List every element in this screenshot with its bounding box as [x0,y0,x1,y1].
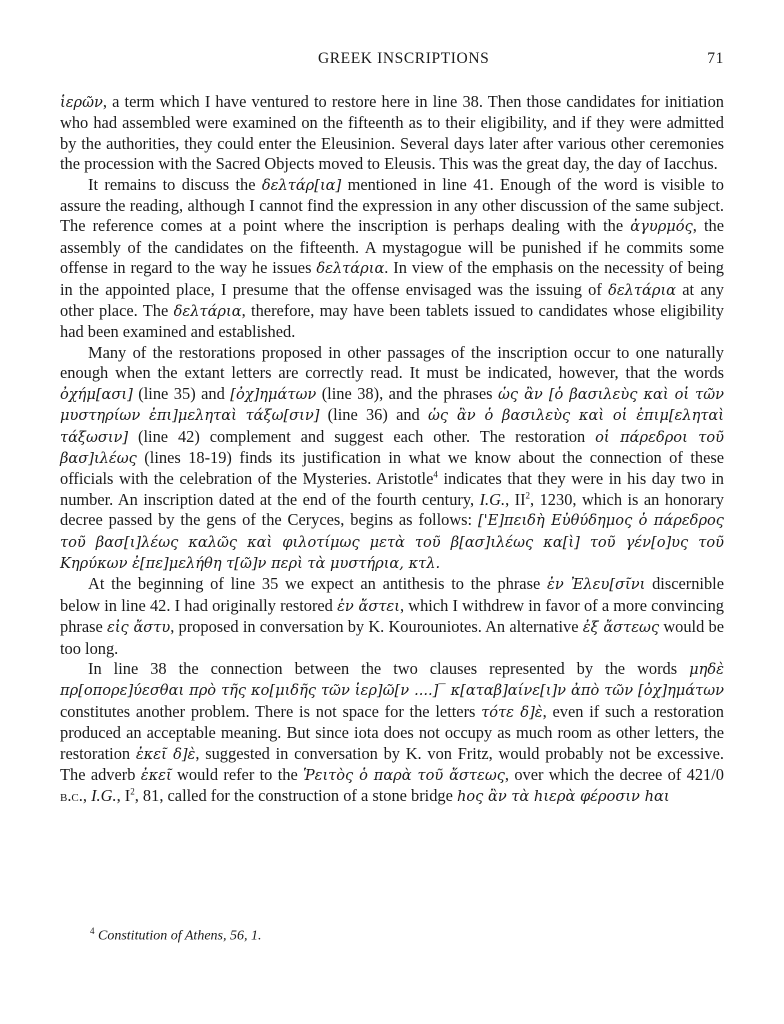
greek-text: ['Ε]πειδὴ Εὐθύδημος ὁ πάρεδρος τοῦ βασ[ι]λέως καλῶς καὶ φιλοτίμως μετὰ τοῦ β[ασ]ιλέως κα[ὶ] τοῦ γέν[ο]υς τοῦ Κηρύκων ἐ[πε]μελήθη τ[ῶ]ν περὶ τὰ μυστήρια, κτλ. [60,512,724,572]
greek-text: ἐκεῖ [140,767,172,784]
text-run: (line 42) complement and suggest each other. The restoration [128,426,596,446]
italic-text: I.G. [479,489,506,509]
text-run: , suggested in conversation by K. von Fritz, would probably not be excessive. The adverb [60,743,724,784]
text-run: , which I withdrew in favor of a more convincing phrase [60,595,724,637]
greek-text: Ῥειτὸς ὁ παρὰ τοῦ ἄστεως [303,767,505,784]
paragraph [60,175,724,343]
paragraph [60,574,724,659]
greek-text: οἱ πάρεδροι τοῦ βασ]ιλέως [60,428,724,467]
text-run: mentioned in line 41. Enough of the word is visible to assure the reading, although I cannot find the expression in any other discussion of the same subject. The reference comes at a point where the inscription is perhaps dealing with the [60,174,725,236]
greek-text: δελτάρια [608,281,677,299]
greek-text: ὡς ἂν ὁ βασιλεὺς καὶ οἱ ἐπιμ[εληταὶ τάξωσιν] [60,407,724,446]
text-run: , over which the decree of 421/0 [504,765,724,784]
footnote [90,926,261,945]
page-number: 71 [707,50,724,67]
text-run: . In view of the emphasis on the necessity of being in the appointed place, I presume that the offense envisaged was the issuing of [60,258,724,299]
greek-text: δελτάρια [316,260,385,278]
running-header [60,50,724,82]
greek-text: εἰς ἄστυ [106,619,171,637]
superscript: 4 [433,469,438,480]
text-run: At the beginning of line 35 we expect an antithesis to the phrase [88,574,547,594]
text-run: constitutes another problem. There is not space for the letters [60,701,482,721]
page [60,50,724,808]
superscript: 2 [130,786,135,797]
body-text [60,92,724,808]
greek-text: ἐν Ἐλευ[σῖνι [546,576,646,594]
greek-text: ἐν ἄστει [337,597,400,615]
superscript: 2 [525,490,531,501]
footnote-text: Constitution of Athens, 56, 1. [98,928,262,944]
text-run: would refer to the [171,765,304,784]
text-run: , I [116,786,131,806]
text-run: (line 35) and [132,383,231,403]
text-run: , 81, called for the construction of a stone bridge [134,786,457,806]
greek-text: hος ἂν τὰ hιερὰ φέροσιν hαι [457,788,670,806]
text-run: (lines 18-19) finds its justification in what we know about the connection of these officials with the celebration of the Mysteries. Aristotle [60,447,724,489]
greek-text: τότε δ]ὲ [481,703,543,721]
italic-text: I.G. [91,786,117,806]
text-run: , even if such a restoration produced an acceptable meaning. But since iota does not occupy as much room as other letters, the restoration [60,701,724,763]
paragraph [60,92,724,175]
text-run: , proposed in conversation by K. Kourouniotes. An alternative [170,617,583,637]
greek-text: ἐκεῖ δ]ὲ [135,745,196,763]
text-run: , II [505,489,526,509]
greek-text: ὡς ἂν [ὁ βασιλεὺς καὶ οἱ τῶν μυστηρίων ἐπι]μεληταὶ τάξω[σιν] [60,385,724,425]
text-run: indicates that they were in his day two in number. An inscription dated at the end of the fourth century, [60,469,724,509]
text-run: , 1230, which is an honorary decree passed by the gens of the Ceryces, begins as follows: [60,489,724,530]
text-run: In line 38 the connection between the two clauses represented by the words [88,658,690,678]
greek-text: δελτάρια [173,303,242,321]
text-run: , therefore, may have been tablets issued to candidates whose eligibility had been examined and established. [60,301,724,342]
greek-text: ὀχήμ[ασι] [60,385,133,403]
greek-text: δελτάρ[ια] [261,176,342,194]
greek-text: ἀγυρμός [630,218,693,236]
footnote-number: 4 [90,926,95,936]
text-run: (line 38), and the phrases [316,383,498,403]
text-run: discernible below in line 42. I had originally restored [60,574,724,615]
paragraph [60,659,724,808]
paragraph [60,343,724,574]
running-title: GREEK INSCRIPTIONS [317,50,490,67]
greek-text: [ὀχ]ημάτων [230,385,317,403]
text-run: (line 36) and [319,405,429,425]
text-run: It remains to discuss the [88,174,262,194]
text-run: , [82,786,92,806]
text-run: , the assembly of the candidates on the fifteenth. A mystagogue will be punished if he commits some offense in regard to the way he issues [60,216,724,278]
text-run: , a term which I have ventured to restore here in line 38. Then those candidates for initiation who had assembled were examined on the fifteenth as to their eligibility, and if they were admitted by the authorities, they could enter the Eleusinion. Several days later after various other ceremonies the procession with the Sacred Objects moved to Eleusis. This was the great day, the day of Iacchus. [60,92,724,174]
text-run: would be too long. [60,617,724,658]
text-run: at any other place. The [60,279,724,321]
small-caps-text: b.c. [60,786,83,806]
greek-text: μηδὲ πρ[οπορε]ύεσθαι πρὸ τῆς κο[μιδῆς τῶν ἱερ]ῶ[ν ....]‾ κ[αταβ]αίνε[ι]ν ἀπὸ τῶν [ὀχ]ημάτων [60,660,724,700]
text-run: Many of the restorations proposed in other passages of the inscription occur to one naturally enough when the extant letters are correctly read. It must be indicated, however, that the words [60,342,724,383]
greek-text: ἐξ ἄστεως [582,619,660,637]
greek-text: ἱερῶν [60,94,103,111]
